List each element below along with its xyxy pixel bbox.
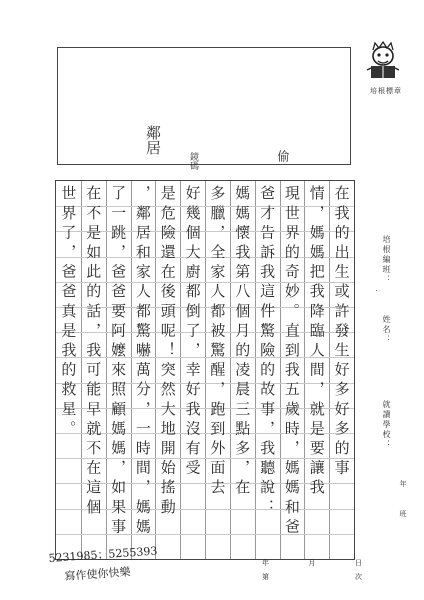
margin-note-neighbor: 鄰居 <box>144 125 162 155</box>
stamp-slogan: 寫作使你快樂 <box>64 565 131 583</box>
date-field-label: 月 <box>308 559 316 567</box>
student-name-label: 姓名： <box>382 315 391 345</box>
grid-column-divider <box>304 181 305 559</box>
teacher-comment-box <box>57 47 351 165</box>
grid-column-divider <box>230 181 231 559</box>
grid-column-divider <box>205 181 206 559</box>
date-field-label: 日 <box>355 559 362 567</box>
session-field-label: 第 <box>262 573 269 581</box>
stamp-ids: 5231985；5255393 <box>48 544 158 565</box>
essay-column: 在不是如此的話，我可能早就不在這個 <box>84 185 103 519</box>
class-label: 班 <box>399 510 407 519</box>
grid-column-divider <box>106 181 107 559</box>
grid-column-divider <box>255 181 256 559</box>
grid-column-divider <box>180 181 181 559</box>
essay-column: 世界了，爸爸真是我的救星。 <box>59 185 78 440</box>
essay-column: 媽媽懷我第八個月的凌晨三點多，在 <box>233 185 252 499</box>
date-field-label: 年 <box>262 559 269 567</box>
essay-column: 爸才告訴我這件驚險的故事，我聽說： <box>258 185 277 519</box>
margin-note-glass: 鏡碼 <box>188 152 198 170</box>
mascot-caption: 培根標章 <box>370 87 402 95</box>
teacher-class-label: 培根編班： <box>382 235 391 285</box>
essay-column: 在我的出生或許發生好多好多的事 <box>332 185 351 479</box>
essay-column: 情，媽媽把我降臨人間，就是要讓我 <box>307 185 326 499</box>
year-label: 年 <box>399 480 407 489</box>
session-row <box>262 572 362 582</box>
session-field-label: 次 <box>355 573 362 581</box>
grid-row-divider <box>56 534 354 535</box>
essay-column: 多臘，全家人都被驚醒，跑到外面去 <box>208 185 227 499</box>
essay-column: 好幾個大廚都倒了，幸好我沒有受 <box>183 185 202 479</box>
grid-column-divider <box>280 181 281 559</box>
school-label: 就讀學校： <box>382 400 391 450</box>
essay-column: 了一跳，爸爸要阿嬤來照顧媽媽，如果事 <box>109 185 128 538</box>
grid-column-divider <box>155 181 156 559</box>
margin-note-scribble: 偷 <box>276 150 290 162</box>
date-row <box>262 558 362 572</box>
essay-column: ，鄰居和家人都驚嚇萬分，一時間，媽媽 <box>133 185 152 538</box>
grid-column-divider <box>131 181 132 559</box>
essay-column: 是危險還在後頭呢！突然大地開始搖動 <box>158 185 177 519</box>
grid-column-divider <box>329 181 330 559</box>
essay-column: 現世界的奇妙。直到我五歲時，媽媽和爸 <box>282 185 301 538</box>
grid-column-divider <box>81 181 82 559</box>
mascot-reading-icon <box>361 40 405 82</box>
writing-grid <box>55 180 355 560</box>
